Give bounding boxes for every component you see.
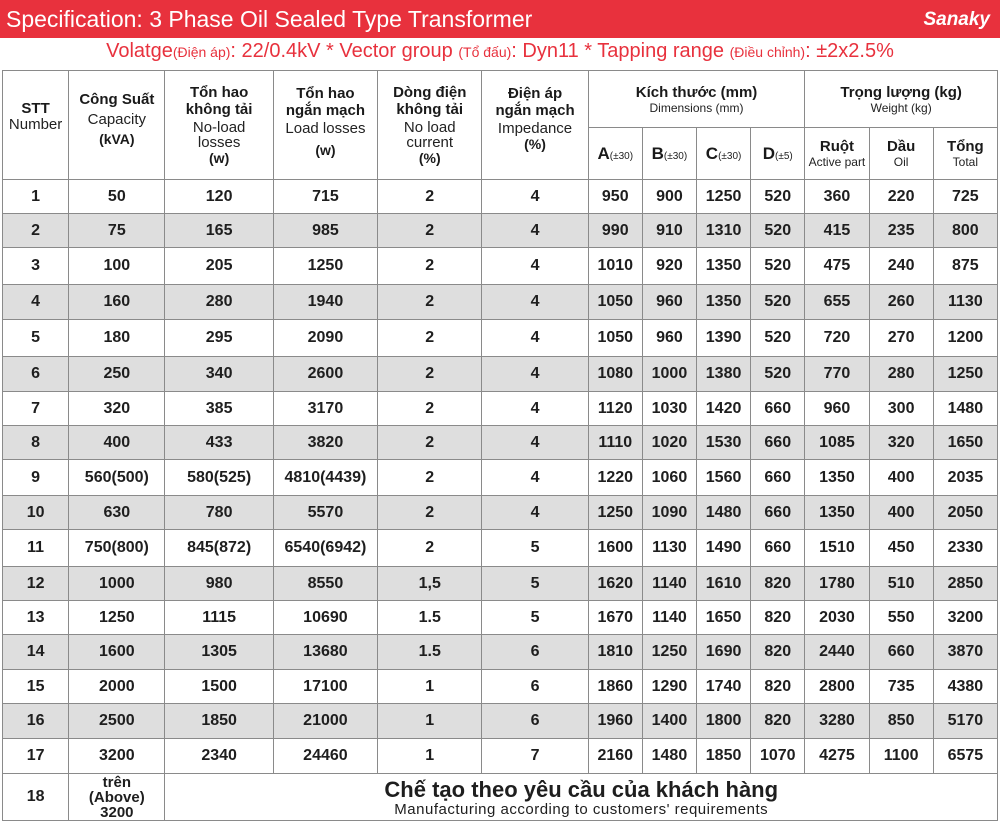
table-cell: 820 — [751, 704, 805, 739]
table-cell: 920 — [642, 248, 696, 285]
table-row — [3, 248, 998, 285]
table-cell: 985 — [273, 214, 377, 248]
table-cell: 1110 — [588, 426, 642, 460]
table-cell: 433 — [165, 426, 273, 460]
table-cell: 820 — [751, 670, 805, 704]
table-cell: 580(525) — [165, 460, 273, 496]
table-cell: 4 — [482, 180, 588, 214]
table-cell: 1,5 — [378, 567, 482, 601]
table-cell: 2 — [378, 248, 482, 285]
table-cell: 320 — [869, 426, 933, 460]
table-cell: 1530 — [697, 426, 751, 460]
page-title: Specification: 3 Phase Oil Sealed Type Transformer — [6, 6, 533, 32]
header-dim-d: D(±5) — [751, 128, 805, 180]
table-cell: 415 — [805, 214, 869, 248]
table-cell: 2090 — [273, 320, 377, 357]
table-cell: 240 — [869, 248, 933, 285]
table-cell: 1780 — [805, 567, 869, 601]
table-cell: 1350 — [805, 460, 869, 496]
table-row — [3, 392, 998, 426]
table-cell: 1600 — [69, 635, 165, 670]
table-cell: 7 — [3, 392, 69, 426]
header-dim-b: B(±30) — [642, 128, 696, 180]
table-cell: 4 — [482, 248, 588, 285]
table-cell: 960 — [805, 392, 869, 426]
table-cell: 1050 — [588, 285, 642, 320]
table-cell: 4 — [482, 426, 588, 460]
table-cell: 520 — [751, 357, 805, 392]
table-cell: 260 — [869, 285, 933, 320]
table-cell: 120 — [165, 180, 273, 214]
table-cell: 50 — [69, 180, 165, 214]
table-cell: 6 — [3, 357, 69, 392]
table-cell: 1350 — [805, 496, 869, 530]
table-cell: 1020 — [642, 426, 696, 460]
table-cell: 1115 — [165, 601, 273, 635]
header-capacity: Công Suất Capacity (kVA) — [69, 71, 165, 180]
table-cell: 13 — [3, 601, 69, 635]
table-cell: 2600 — [273, 357, 377, 392]
table-cell: 10 — [3, 496, 69, 530]
table-cell: 1610 — [697, 567, 751, 601]
table-cell: 1650 — [933, 426, 997, 460]
header-impedance: Điện áp ngắn mạch Impedance (%) — [482, 71, 588, 180]
table-cell: 1.5 — [378, 635, 482, 670]
table-cell: 1120 — [588, 392, 642, 426]
table-cell: 15 — [3, 670, 69, 704]
table-cell: 1140 — [642, 601, 696, 635]
table-cell: 320 — [69, 392, 165, 426]
table-cell: 3170 — [273, 392, 377, 426]
table-cell: 1250 — [933, 357, 997, 392]
table-cell: 660 — [751, 426, 805, 460]
table-cell: 2340 — [165, 739, 273, 774]
table-row — [3, 530, 998, 567]
voltage-label: Volatge — [106, 40, 173, 62]
table-row — [3, 357, 998, 392]
table-cell: 2 — [378, 357, 482, 392]
table-cell: 75 — [69, 214, 165, 248]
table-cell: 2440 — [805, 635, 869, 670]
table-cell: 1690 — [697, 635, 751, 670]
table-cell: 1090 — [642, 496, 696, 530]
table-cell: 2 — [378, 285, 482, 320]
table-cell: 1010 — [588, 248, 642, 285]
table-row — [3, 496, 998, 530]
table-cell: 1 — [378, 704, 482, 739]
table-cell: 1030 — [642, 392, 696, 426]
spec-subtitle — [0, 40, 1000, 68]
table-cell: 205 — [165, 248, 273, 285]
table-cell: 1380 — [697, 357, 751, 392]
table-cell: 340 — [165, 357, 273, 392]
table-row — [3, 704, 998, 739]
tap-vn: (Điều chỉnh) — [729, 44, 806, 60]
table-cell: 2800 — [805, 670, 869, 704]
table-cell: 655 — [805, 285, 869, 320]
table-cell: 280 — [869, 357, 933, 392]
table-cell: 2030 — [805, 601, 869, 635]
table-cell: 180 — [69, 320, 165, 357]
table-cell: 400 — [869, 460, 933, 496]
vector-value: : Dyn11 * Tapping range — [511, 40, 725, 62]
table-cell: 6 — [482, 704, 588, 739]
table-cell: 2 — [378, 530, 482, 567]
table-cell: 6575 — [933, 739, 997, 774]
table-cell: 165 — [165, 214, 273, 248]
table-cell: 1100 — [869, 739, 933, 774]
table-cell: 1600 — [588, 530, 642, 567]
table-cell: 4 — [482, 285, 588, 320]
table-cell: 715 — [273, 180, 377, 214]
table-cell: 360 — [805, 180, 869, 214]
table-cell: 300 — [869, 392, 933, 426]
vector-vn: (Tổ đấu) — [458, 44, 512, 60]
table-cell: 21000 — [273, 704, 377, 739]
table-cell: 2 — [378, 392, 482, 426]
table-cell: 1800 — [697, 704, 751, 739]
table-cell: 270 — [869, 320, 933, 357]
table-cell: 3200 — [933, 601, 997, 635]
table-cell: 1130 — [933, 285, 997, 320]
table-cell: 3820 — [273, 426, 377, 460]
table-row-custom — [3, 774, 998, 821]
table-cell: 10690 — [273, 601, 377, 635]
table-cell: 845(872) — [165, 530, 273, 567]
table-cell: 16 — [3, 704, 69, 739]
header-weight-active: Ruột Active part — [805, 128, 869, 180]
table-cell: 1080 — [588, 357, 642, 392]
table-cell: 280 — [165, 285, 273, 320]
table-cell: 2 — [378, 214, 482, 248]
table-cell: 5 — [482, 530, 588, 567]
table-cell: 6 — [482, 635, 588, 670]
table-row — [3, 601, 998, 635]
table-cell: 550 — [869, 601, 933, 635]
table-cell: 1000 — [69, 567, 165, 601]
table-row — [3, 567, 998, 601]
table-cell: 1000 — [642, 357, 696, 392]
header-stt: STT Number — [3, 71, 69, 180]
table-cell: 11 — [3, 530, 69, 567]
table-cell: 750(800) — [69, 530, 165, 567]
table-cell: 12 — [3, 567, 69, 601]
table-cell: 900 — [642, 180, 696, 214]
table-cell: 1250 — [697, 180, 751, 214]
table-cell: 735 — [869, 670, 933, 704]
table-cell: 660 — [751, 496, 805, 530]
table-cell: 2050 — [933, 496, 997, 530]
table-cell: 235 — [869, 214, 933, 248]
table-cell: 660 — [869, 635, 933, 670]
table-cell: 5 — [3, 320, 69, 357]
table-cell: 295 — [165, 320, 273, 357]
table-cell: 2 — [378, 460, 482, 496]
table-cell: 250 — [69, 357, 165, 392]
table-cell: 1490 — [697, 530, 751, 567]
table-cell: 1250 — [69, 601, 165, 635]
table-row — [3, 180, 998, 214]
table-cell: 6 — [482, 670, 588, 704]
table-cell: 1070 — [751, 739, 805, 774]
table-cell: 18 — [3, 774, 69, 821]
table-cell: 1250 — [273, 248, 377, 285]
table-cell: 17 — [3, 739, 69, 774]
table-cell: 1850 — [697, 739, 751, 774]
table-cell: 5170 — [933, 704, 997, 739]
spec-table — [2, 70, 998, 821]
table-cell: 4 — [482, 460, 588, 496]
table-cell: 820 — [751, 635, 805, 670]
table-cell: 720 — [805, 320, 869, 357]
table-cell: 3 — [3, 248, 69, 285]
table-cell: 1960 — [588, 704, 642, 739]
table-cell: 4 — [482, 214, 588, 248]
table-cell: 3870 — [933, 635, 997, 670]
table-cell: 1480 — [933, 392, 997, 426]
header-dim-c: C(±30) — [697, 128, 751, 180]
table-cell: 1 — [3, 180, 69, 214]
table-cell: 14 — [3, 635, 69, 670]
table-cell: 875 — [933, 248, 997, 285]
table-cell: 1500 — [165, 670, 273, 704]
table-cell: 2 — [378, 320, 482, 357]
table-cell: 520 — [751, 285, 805, 320]
table-cell: 4380 — [933, 670, 997, 704]
table-cell: 1420 — [697, 392, 751, 426]
table-cell: 1510 — [805, 530, 869, 567]
header-dim-a: A(±30) — [588, 128, 642, 180]
table-cell: 5 — [482, 567, 588, 601]
table-cell: 1 — [378, 670, 482, 704]
table-cell: 960 — [642, 285, 696, 320]
table-cell: 1850 — [165, 704, 273, 739]
table-cell: 910 — [642, 214, 696, 248]
table-cell: 1940 — [273, 285, 377, 320]
table-cell: 1290 — [642, 670, 696, 704]
table-cell: 2850 — [933, 567, 997, 601]
table-cell: 1560 — [697, 460, 751, 496]
table-cell: 725 — [933, 180, 997, 214]
table-cell: 8 — [3, 426, 69, 460]
table-cell: 8550 — [273, 567, 377, 601]
table-cell: 1130 — [642, 530, 696, 567]
table-cell: 780 — [165, 496, 273, 530]
table-cell: 1085 — [805, 426, 869, 460]
table-cell: 13680 — [273, 635, 377, 670]
table-cell: 1250 — [642, 635, 696, 670]
table-row — [3, 739, 998, 774]
table-cell: 820 — [751, 601, 805, 635]
custom-manufacturing-note: Chế tạo theo yêu cầu của khách hàng Manufacturing according to customers' requirements — [165, 774, 998, 821]
table-row — [3, 285, 998, 320]
table-cell: 400 — [69, 426, 165, 460]
table-cell: 5570 — [273, 496, 377, 530]
table-cell: 2330 — [933, 530, 997, 567]
table-cell: 2000 — [69, 670, 165, 704]
table-cell: 2 — [378, 496, 482, 530]
table-cell: 2 — [378, 426, 482, 460]
header-load-losses: Tổn hao ngắn mạch Load losses (w) — [273, 71, 377, 180]
table-cell: 950 — [588, 180, 642, 214]
header-dimensions: Kích thước (mm) Dimensions (mm) — [588, 71, 805, 128]
table-cell: 1140 — [642, 567, 696, 601]
table-cell: 1670 — [588, 601, 642, 635]
table-cell: 2160 — [588, 739, 642, 774]
table-cell: 990 — [588, 214, 642, 248]
table-cell: 520 — [751, 214, 805, 248]
table-cell: 9 — [3, 460, 69, 496]
header-noload-losses: Tổn hao không tải No-load losses (w) — [165, 71, 273, 180]
table-cell: 1650 — [697, 601, 751, 635]
table-cell: 1060 — [642, 460, 696, 496]
table-cell: 660 — [751, 460, 805, 496]
table-cell: 2500 — [69, 704, 165, 739]
table-cell: 1350 — [697, 285, 751, 320]
table-row — [3, 426, 998, 460]
table-cell: 1350 — [697, 248, 751, 285]
table-cell: 1740 — [697, 670, 751, 704]
table-cell: 3200 — [69, 739, 165, 774]
table-row — [3, 460, 998, 496]
table-cell: 520 — [751, 248, 805, 285]
table-row — [3, 214, 998, 248]
title-bar — [0, 0, 1000, 38]
table-cell: 6540(6942) — [273, 530, 377, 567]
table-cell: 2 — [378, 180, 482, 214]
table-row — [3, 670, 998, 704]
table-cell: 1390 — [697, 320, 751, 357]
table-cell: 1220 — [588, 460, 642, 496]
table-cell: 520 — [751, 320, 805, 357]
table-cell: 520 — [751, 180, 805, 214]
table-cell: 400 — [869, 496, 933, 530]
header-weight-total: Tổng Total — [933, 128, 997, 180]
table-cell: 960 — [642, 320, 696, 357]
voltage-vn: (Điện áp) — [172, 44, 231, 60]
table-cell: 1305 — [165, 635, 273, 670]
table-cell: 220 — [869, 180, 933, 214]
table-cell: 770 — [805, 357, 869, 392]
table-cell: 1480 — [642, 739, 696, 774]
table-cell-above: trên (Above) 3200 — [69, 774, 165, 821]
table-cell: 475 — [805, 248, 869, 285]
header-weight-oil: Dầu Oil — [869, 128, 933, 180]
table-cell: 1480 — [697, 496, 751, 530]
table-cell: 160 — [69, 285, 165, 320]
table-cell: 4810(4439) — [273, 460, 377, 496]
table-cell: 850 — [869, 704, 933, 739]
table-cell: 2 — [3, 214, 69, 248]
table-cell: 800 — [933, 214, 997, 248]
table-cell: 100 — [69, 248, 165, 285]
table-cell: 17100 — [273, 670, 377, 704]
table-cell: 1810 — [588, 635, 642, 670]
table-cell: 3280 — [805, 704, 869, 739]
table-cell: 4 — [482, 357, 588, 392]
table-cell: 1 — [378, 739, 482, 774]
table-cell: 4 — [482, 496, 588, 530]
table-cell: 5 — [482, 601, 588, 635]
table-cell: 820 — [751, 567, 805, 601]
table-cell: 1400 — [642, 704, 696, 739]
voltage-value: : 22/0.4kV * Vector group — [230, 40, 453, 62]
spec-table-body — [3, 180, 998, 821]
table-cell: 660 — [751, 392, 805, 426]
table-cell: 450 — [869, 530, 933, 567]
table-cell: 1200 — [933, 320, 997, 357]
table-row — [3, 320, 998, 357]
table-cell: 4 — [482, 320, 588, 357]
table-cell: 1050 — [588, 320, 642, 357]
tap-value: : ±2x2.5% — [805, 40, 894, 62]
table-cell: 1620 — [588, 567, 642, 601]
table-cell: 4 — [482, 392, 588, 426]
table-cell: 980 — [165, 567, 273, 601]
table-cell: 385 — [165, 392, 273, 426]
table-row — [3, 635, 998, 670]
table-cell: 660 — [751, 530, 805, 567]
table-cell: 24460 — [273, 739, 377, 774]
table-cell: 1860 — [588, 670, 642, 704]
table-cell: 1310 — [697, 214, 751, 248]
table-cell: 630 — [69, 496, 165, 530]
table-cell: 7 — [482, 739, 588, 774]
table-cell: 510 — [869, 567, 933, 601]
table-cell: 4275 — [805, 739, 869, 774]
table-cell: 560(500) — [69, 460, 165, 496]
table-cell: 1.5 — [378, 601, 482, 635]
brand-logo: Sanaky — [923, 9, 990, 30]
table-cell: 4 — [3, 285, 69, 320]
table-cell: 2035 — [933, 460, 997, 496]
header-weight: Trọng lượng (kg) Weight (kg) — [805, 71, 998, 128]
table-cell: 1250 — [588, 496, 642, 530]
header-noload-current: Dòng điện không tải No load current (%) — [378, 71, 482, 180]
